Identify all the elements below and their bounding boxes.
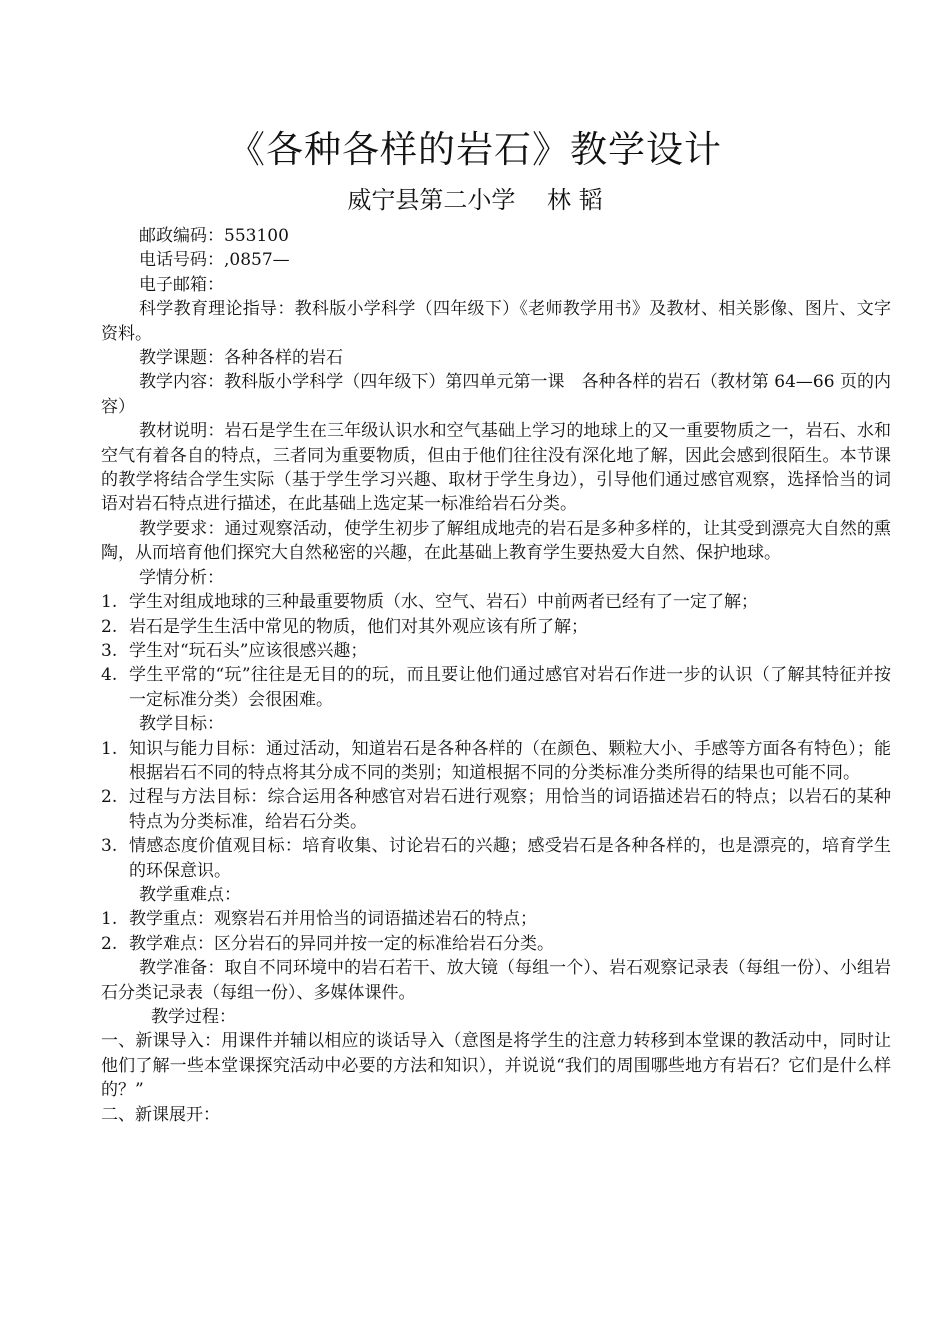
analysis-item bbox=[101, 615, 891, 639]
item-number: 3. bbox=[101, 836, 118, 857]
item-text: 知识与能力目标：通过活动，知道岩石是各种各样的（在颜色、颗粒大小、手感等方面各有特色）；能根据岩石不同的特点将其分成不同的类别；知道根据不同的分类标准分类所得的结果也可能不同。 bbox=[129, 738, 891, 783]
email-line: 电子邮箱： bbox=[139, 274, 224, 295]
phone-number: 电话号码：,0857— bbox=[139, 250, 290, 271]
item-text: 教学重点：观察岩石并用恰当的词语描述岩石的特点； bbox=[129, 909, 537, 930]
keypoints-heading: 教学重难点： bbox=[139, 884, 241, 905]
item-number: 3. bbox=[101, 640, 118, 661]
goal-item bbox=[101, 785, 891, 834]
item-number: 2. bbox=[101, 616, 118, 637]
material-description-paragraph: 教材说明：岩石是学生在三年级认识水和空气基础上学习的地球上的又一重要物质之一，岩石、水和空气有着各自的特点，三者同为重要物质，但由于他们往往没有深化地了解，因此会感到很陌生。本节课的教学将结合学生实际（基于学生学习兴趣、取材于学生身边），引导他们通过感官观察，选择恰当的词语对岩石特点进行描述，在此基础上选定某一标准给岩石分类。 bbox=[101, 421, 891, 515]
document-title: 《各种各样的岩石》教学设计 bbox=[228, 128, 722, 171]
process-step-expand: 二、新课展开： bbox=[101, 1104, 220, 1125]
goal-item bbox=[101, 834, 891, 883]
topic-line: 教学课题：各种各样的岩石 bbox=[139, 348, 343, 369]
author-line: 威宁县第二小学 林 韬 bbox=[347, 186, 603, 214]
process-heading: 教学过程： bbox=[151, 1007, 236, 1027]
item-text: 岩石是学生生活中常见的物质，他们对其外观应该有所了解； bbox=[129, 616, 588, 637]
item-text: 过程与方法目标：综合运用各种感官对岩石进行观察；用恰当的词语描述岩石的特点；以岩石的某种特点为分类标准，给岩石分类。 bbox=[129, 787, 891, 832]
content-paragraph: 教学内容：教科版小学科学（四年级下）第四单元第一课 各种各样的岩石（教材第 64—66 页的内容） bbox=[101, 372, 891, 417]
item-number: 2. bbox=[101, 933, 118, 954]
item-number: 2. bbox=[101, 787, 118, 808]
item-number: 1. bbox=[101, 738, 118, 759]
item-text: 学生对组成地球的三种最重要物质（水、空气、岩石）中前两者已经有了一定了解； bbox=[129, 592, 758, 613]
item-number: 1. bbox=[101, 909, 118, 930]
postal-code: 邮政编码：553100 bbox=[139, 226, 289, 246]
item-text: 教学难点：区分岩石的异同并按一定的标准给岩石分类。 bbox=[129, 933, 554, 954]
theory-paragraph: 科学教育理论指导：教科版小学科学（四年级下）《老师教学用书》及教材、相关影像、图片、文字资料。 bbox=[101, 299, 891, 344]
analysis-heading: 学情分析： bbox=[139, 567, 224, 588]
document-body bbox=[101, 224, 891, 1127]
keypoint-item bbox=[101, 932, 891, 956]
goals-heading: 教学目标： bbox=[139, 714, 224, 735]
analysis-item bbox=[101, 663, 891, 712]
keypoint-item bbox=[101, 907, 891, 931]
item-text: 学生对“玩石头”应该很感兴趣； bbox=[129, 640, 368, 661]
item-text: 情感态度价值观目标：培育收集、讨论岩石的兴趣；感受岩石是各种各样的，也是漂亮的，培育学生的环保意识。 bbox=[129, 836, 891, 881]
item-number: 1. bbox=[101, 592, 118, 613]
requirement-paragraph: 教学要求：通过观察活动，使学生初步了解组成地壳的岩石是多种多样的，让其受到漂亮大自然的熏陶，从而培育他们探究大自然秘密的兴趣，在此基础上教育学生要热爱大自然、保护地球。 bbox=[101, 518, 891, 564]
item-text: 学生平常的“玩”往往是无目的的玩，而且要让他们通过感官对岩石作进一步的认识（了解其特征并按一定标准分类）会很困难。 bbox=[129, 665, 891, 710]
item-number: 4. bbox=[101, 665, 118, 686]
analysis-item bbox=[101, 639, 891, 663]
goal-item bbox=[101, 737, 891, 786]
process-step-intro: 一、新课导入：用课件并辅以相应的谈话导入（意图是将学生的注意力转移到本堂课的教活动中，同时让他们了解一些本堂课探究活动中必要的方法和知识），并说说“我们的周围哪些地方有岩石？它们是什么样的？” bbox=[101, 1031, 891, 1101]
preparation-paragraph: 教学准备：取自不同环境中的岩石若干、放大镜（每组一个）、岩石观察记录表（每组一份）、小组岩石分类记录表（每组一份）、多媒体课件。 bbox=[101, 958, 891, 1003]
analysis-item bbox=[101, 590, 891, 614]
